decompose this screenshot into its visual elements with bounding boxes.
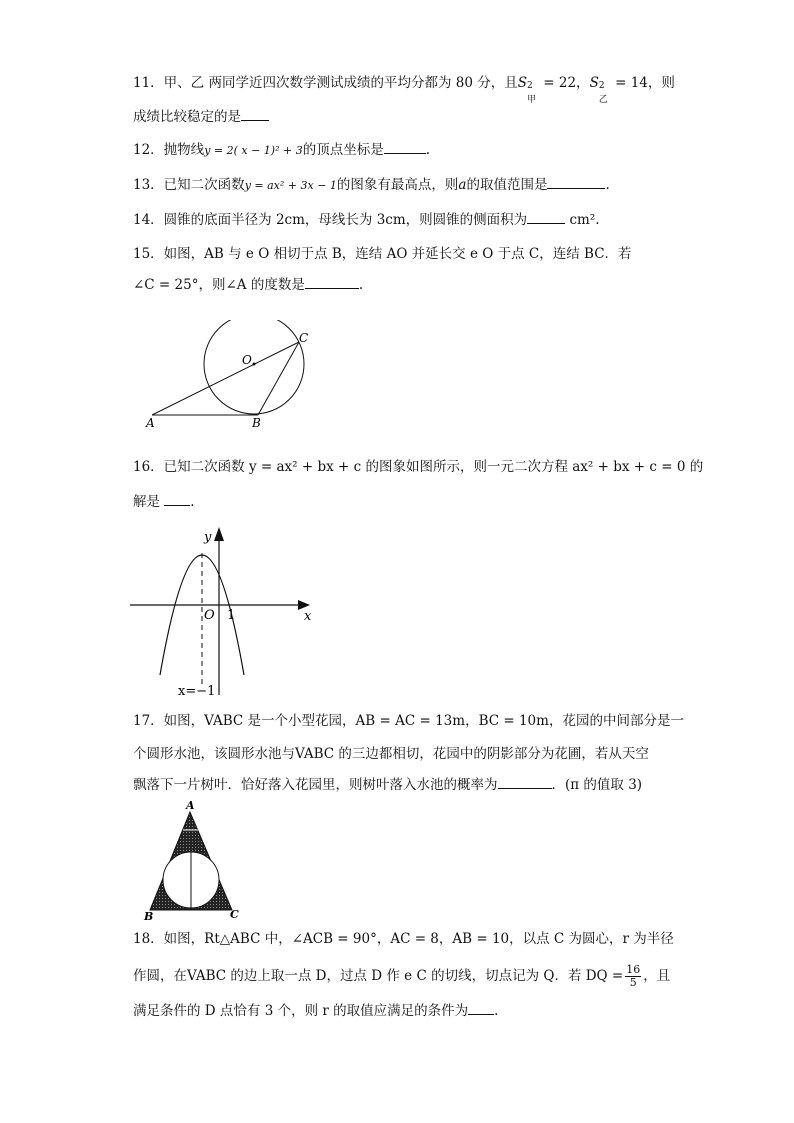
- answer-blank: [498, 776, 552, 789]
- sup-jia: 2: [526, 81, 533, 91]
- q13-mid: 的图象有最高点，则: [336, 177, 459, 193]
- q14-end: cm².: [565, 212, 600, 228]
- q13-formula: y = ax² + 3x − 1: [244, 179, 337, 192]
- label-one: 1: [227, 608, 236, 623]
- segment-bc: [258, 342, 299, 415]
- answer-blank: [241, 108, 269, 121]
- q16-line1: [133, 458, 703, 476]
- q17-l3a: 飘落下一片树叶．恰好落入花园里，则树叶落入水池的概率为: [133, 777, 498, 793]
- q15-line1: [133, 245, 632, 263]
- q17-l2: 个圆形水池，该圆形水池与VABC 的三边都相切，花园中的阴影部分为花圃，若从天空: [133, 746, 649, 762]
- q11-line1: [133, 74, 675, 105]
- sub-yi: 乙: [598, 95, 608, 105]
- label-b: B: [252, 416, 261, 430]
- q18-l3b: .: [494, 1003, 499, 1019]
- fraction-16-5: [625, 964, 641, 989]
- q16-l2b: .: [190, 494, 195, 510]
- circle-tangent-figure: [140, 320, 320, 435]
- q17-line3: [133, 776, 642, 794]
- q15-l2b: .: [358, 277, 364, 293]
- q17-l3b: ．(π 的值取 3): [551, 777, 643, 793]
- fraction-denominator: 5: [629, 976, 637, 989]
- q15-line2: [133, 276, 363, 294]
- q13-end: .: [605, 177, 610, 193]
- label-o: O: [242, 353, 252, 367]
- label-x: x: [304, 609, 312, 624]
- label-c: C: [230, 908, 239, 921]
- q13-pre: 13．已知二次函数: [133, 177, 245, 193]
- q18-l2a: 作圆，在VABC 的边上取一点 D，过点 D 作 e C 的切线，切点记为 Q．若 DQ =: [133, 968, 624, 984]
- q12-pre: 12．抛物线: [133, 142, 205, 158]
- q16-line2: [133, 493, 195, 511]
- q14-line: [133, 211, 600, 229]
- q16-l1: 16．已知二次函数 y = ax² + bx + c 的图象如图所示，则一元二次方程 ax² + bx + c = 0 的: [133, 459, 704, 475]
- label-a: A: [186, 799, 195, 812]
- segment-ac: [152, 342, 299, 415]
- q11-line2: [133, 108, 269, 126]
- label-y: y: [204, 530, 212, 545]
- q11-mid: = 22，: [538, 75, 590, 91]
- q13-line: [133, 176, 610, 195]
- center-point: [253, 363, 256, 366]
- q18-l1: 18．如图，Rt△ABC 中，∠ACB = 90°，AC = 8，AB = 10，以点 C 为圆心，r 为半径: [133, 931, 674, 947]
- sup-yi: 2: [598, 81, 605, 91]
- label-c: C: [299, 331, 309, 345]
- label-origin: O: [204, 608, 215, 623]
- parabola-figure: [130, 525, 320, 700]
- q17-line2: [133, 745, 649, 763]
- q17-line1: [133, 712, 684, 730]
- q15-l1: 15．如图，AB 与 e O 相切于点 B，连结 AO 并延长交 e O 于点 C，连结 BC．若: [133, 246, 632, 262]
- circle-o: [204, 320, 304, 414]
- q12-line: [133, 141, 430, 160]
- q18-line1: [133, 930, 674, 948]
- q11-text: 11．甲、乙 两同学近四次数学测试成绩的平均分都为 80 分，且: [133, 75, 518, 91]
- q13-var: a: [458, 177, 467, 193]
- s-yi: S: [589, 75, 599, 91]
- triangle-garden-figure: [140, 798, 250, 923]
- q16-l2a: 解是: [133, 494, 165, 510]
- answer-blank: [468, 1002, 494, 1015]
- q18-l2b: ，且: [643, 968, 671, 984]
- q18-l3a: 满足条件的 D 点恰有 3 个，则 r 的取值应满足的条件为: [133, 1003, 469, 1019]
- q18-line3: [133, 1002, 498, 1020]
- q13-post: 的取值范围是: [466, 177, 548, 193]
- q12-end: .: [425, 142, 431, 158]
- answer-blank: [305, 276, 359, 289]
- q12-post: 的顶点坐标是: [302, 142, 384, 158]
- s-jia: S: [517, 75, 527, 91]
- q14-pre: 14．圆锥的底面半径为 2cm，母线长为 3cm，则圆锥的侧面积为: [133, 212, 528, 228]
- answer-blank: [547, 176, 605, 189]
- sub-jia: 甲: [526, 95, 536, 105]
- label-symmetry: x=−1: [178, 684, 216, 699]
- q17-l1: 17．如图，VABC 是一个小型花园，AB = AC = 13m，BC = 10m，花园的中间部分是一: [133, 713, 684, 729]
- label-a: A: [146, 416, 155, 430]
- q11-l2: 成绩比较稳定的是: [133, 109, 241, 125]
- q18-line2: [133, 964, 670, 989]
- answer-blank: [527, 211, 565, 224]
- fraction-numerator: 16: [626, 963, 641, 976]
- q15-l2a: ∠C = 25°，则∠A 的度数是: [133, 277, 305, 293]
- answer-blank: [164, 493, 190, 506]
- label-b: B: [144, 910, 154, 923]
- q12-formula: y = 2( x − 1)² + 3: [204, 144, 303, 157]
- q11-end: = 14，则: [610, 75, 675, 91]
- y-axis-arrow: [214, 527, 224, 541]
- answer-blank: [384, 141, 426, 154]
